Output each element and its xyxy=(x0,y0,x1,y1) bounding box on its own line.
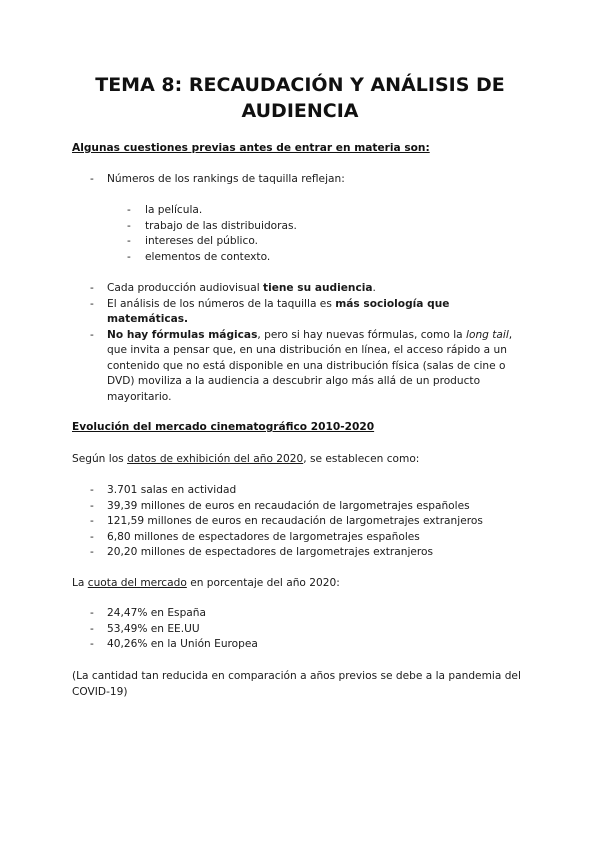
exhibition-intro xyxy=(72,452,532,468)
list-item: - 24,47% en España xyxy=(90,606,530,622)
text-span: , pero si hay nuevas fórmulas, como la xyxy=(257,328,467,341)
italic-text: long tail xyxy=(466,328,509,341)
points-list xyxy=(90,281,530,405)
intro-list xyxy=(90,172,530,188)
underlined-text: cuota del mercado xyxy=(87,577,187,589)
market-share-intro xyxy=(72,576,532,592)
text-span: . xyxy=(372,282,376,294)
page-title: TEMA 8: RECAUDACIÓN Y ANÁLISIS DE AUDIENCIA xyxy=(95,74,505,122)
list-item: - 121,59 millones de euros en recaudación de largometrajes extranjeros xyxy=(90,514,540,530)
list-item: - la película. xyxy=(127,203,487,219)
list-item: - trabajo de las distribuidoras. xyxy=(127,219,487,235)
list-item: - 53,49% en EE.UU xyxy=(90,622,530,638)
text-span: El análisis de los números de la taquilla es xyxy=(107,297,336,310)
text-span: Cada producción audiovisual xyxy=(107,282,263,294)
stats-list xyxy=(90,483,540,561)
list-item-sociology xyxy=(90,297,530,328)
section-heading-market-evolution: Evolución del mercado cinematográfico 2010-2020 xyxy=(72,421,375,433)
underlined-text: datos de exhibición del año 2020 xyxy=(127,453,304,465)
list-item: - 40,26% en la Unión Europea xyxy=(90,637,530,653)
bold-text: más sociología que matemáticas. xyxy=(107,297,450,325)
text-span: La xyxy=(72,577,88,589)
list-item: - Números de los rankings de taquilla reflejan: xyxy=(90,172,530,188)
sub-list xyxy=(127,203,487,265)
list-item: - intereses del público. xyxy=(127,234,487,250)
text-span: , que invita a pensar que, en una distribución en línea, el acceso rápido a un contenido que no está disponible en una distribución física (salas de cine o DVD) moviliza a la audiencia a descubrir algo más allá de un producto mayoritario. xyxy=(107,328,513,403)
section-heading-previous-questions: Algunas cuestiones previas antes de entrar en materia son: xyxy=(72,142,430,154)
list-item: - 39,39 millones de euros en recaudación de largometrajes españoles xyxy=(90,499,540,515)
list-item: - 20,20 millones de espectadores de largometrajes extranjeros xyxy=(90,545,540,561)
list-item-audience xyxy=(90,281,530,297)
list-item: - 6,80 millones de espectadores de largometrajes españoles xyxy=(90,530,540,546)
bold-text: tiene su audiencia xyxy=(263,282,373,294)
text-span: en porcentaje del año 2020: xyxy=(186,577,340,589)
text-span: Según los xyxy=(72,453,128,465)
list-item: - elementos de contexto. xyxy=(127,250,487,266)
list-item: - 3.701 salas en actividad xyxy=(90,483,540,499)
shares-list xyxy=(90,606,530,653)
bold-text: No hay fórmulas mágicas xyxy=(107,328,258,341)
covid-note: (La cantidad tan reducida en comparación a años previos se debe a la pandemia del COVID-19) xyxy=(72,670,521,698)
text-span: , se establecen como: xyxy=(303,453,420,465)
list-item-formulas xyxy=(90,328,530,406)
